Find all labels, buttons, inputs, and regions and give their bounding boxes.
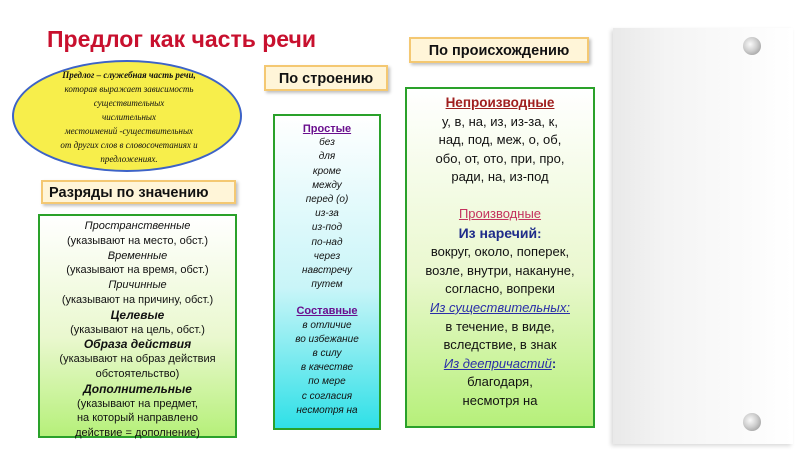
rank-name: Образа действия	[83, 337, 192, 352]
rank-desc: (указывают на место, обст.)	[66, 234, 208, 247]
origin-label: По происхождению	[409, 37, 589, 63]
rank-name: Причинные	[108, 279, 167, 292]
definition-line: от других слов в словосочетаниях и	[60, 140, 198, 150]
rank-name: Целевые	[110, 307, 165, 322]
simple-header: Простые	[302, 123, 352, 135]
compound-item: по мере	[308, 376, 346, 388]
definition-line: предложениях.	[100, 154, 158, 164]
definition-line: Предлог – служебная часть речи,	[62, 70, 196, 80]
gerunds-line: несмотря на	[462, 392, 538, 408]
gerunds-header-row	[407, 355, 593, 374]
nouns-header: Из существительных:	[430, 299, 570, 315]
rank-label: Разряды по значению	[41, 180, 236, 204]
nonderived-line: над, под, меж, о, об,	[438, 132, 562, 148]
pin-icon	[743, 413, 761, 431]
adverbs-line: вокруг, около, поперек,	[430, 244, 570, 260]
structure-label: По строению	[264, 65, 388, 91]
nonderived-line: у, в, на, из, из-за, к,	[442, 113, 558, 129]
nonderived-header: Непроизводные	[445, 95, 555, 110]
rank-desc: обстоятельство)	[95, 367, 180, 380]
adverbs-line: возле, внутри, накануне,	[425, 262, 575, 278]
rank-desc: (указывают на образ действия	[59, 353, 216, 366]
definition-line: местоимений -существительных	[64, 126, 194, 136]
compound-header: Составные	[296, 305, 358, 318]
compound-item: во избежание	[295, 333, 359, 345]
spacer	[407, 187, 593, 205]
simple-item: из-под	[311, 222, 343, 234]
rank-name: Дополнительные	[83, 381, 192, 396]
nouns-line: вследствие, в знак	[443, 337, 557, 353]
adverbs-line: согласно, вопреки	[445, 281, 555, 297]
rank-list	[40, 219, 235, 441]
simple-item: для	[318, 151, 336, 163]
rank-name: Временные	[107, 249, 168, 262]
origin-list	[407, 94, 593, 411]
adverbs-header: Из наречий	[458, 224, 538, 241]
spacer	[275, 292, 379, 304]
compound-item: с согласия	[301, 390, 353, 402]
definition-line: существительных	[93, 98, 165, 108]
simple-item: из-за	[315, 208, 339, 220]
rank-desc: (указывают на время, обст.)	[66, 264, 209, 277]
nonderived-line: ради, на, из-под	[451, 169, 549, 185]
compound-item: в качестве	[300, 362, 354, 374]
simple-item: между	[312, 179, 342, 191]
nonderived-line: обо, от, ото, при, про,	[435, 150, 565, 166]
simple-item: кроме	[312, 165, 342, 177]
rank-desc: действие = дополнение)	[75, 427, 200, 440]
rank-desc: на который направлено	[76, 412, 199, 425]
gerunds-line: благодаря,	[467, 374, 533, 390]
structure-list	[275, 122, 379, 418]
rank-name: Пространственные	[84, 220, 191, 232]
adverbs-header-row	[407, 224, 593, 244]
simple-item: через	[313, 250, 341, 262]
rank-desc: (указывают на цель, обст.)	[70, 323, 205, 336]
compound-item: в силу	[312, 348, 342, 360]
simple-item: перед (о)	[305, 194, 349, 206]
gerunds-header: Из деепричастий	[443, 355, 552, 371]
simple-item: навстречу	[301, 265, 353, 277]
simple-item: по-над	[311, 236, 343, 248]
compound-item: несмотря на	[296, 404, 358, 416]
compound-item: в отличие	[302, 319, 352, 331]
pin-icon	[743, 37, 761, 55]
colon-mark: :	[551, 355, 557, 371]
colon-mark: :	[537, 225, 542, 241]
definition-line: числительных	[101, 112, 157, 122]
rank-desc: (указывают на причину, обст.)	[61, 293, 214, 306]
paper-sheet	[613, 28, 793, 444]
definition-line: которая выражает зависимость	[64, 84, 194, 94]
page-title: Предлог как часть речи	[47, 26, 316, 52]
rank-desc: (указывают на предмет,	[77, 397, 198, 410]
definition-text	[34, 68, 224, 166]
derived-header: Производные	[458, 205, 542, 221]
simple-item: без	[319, 137, 335, 149]
simple-item: путем	[311, 279, 343, 291]
nouns-line: в течение, в виде,	[445, 318, 555, 334]
